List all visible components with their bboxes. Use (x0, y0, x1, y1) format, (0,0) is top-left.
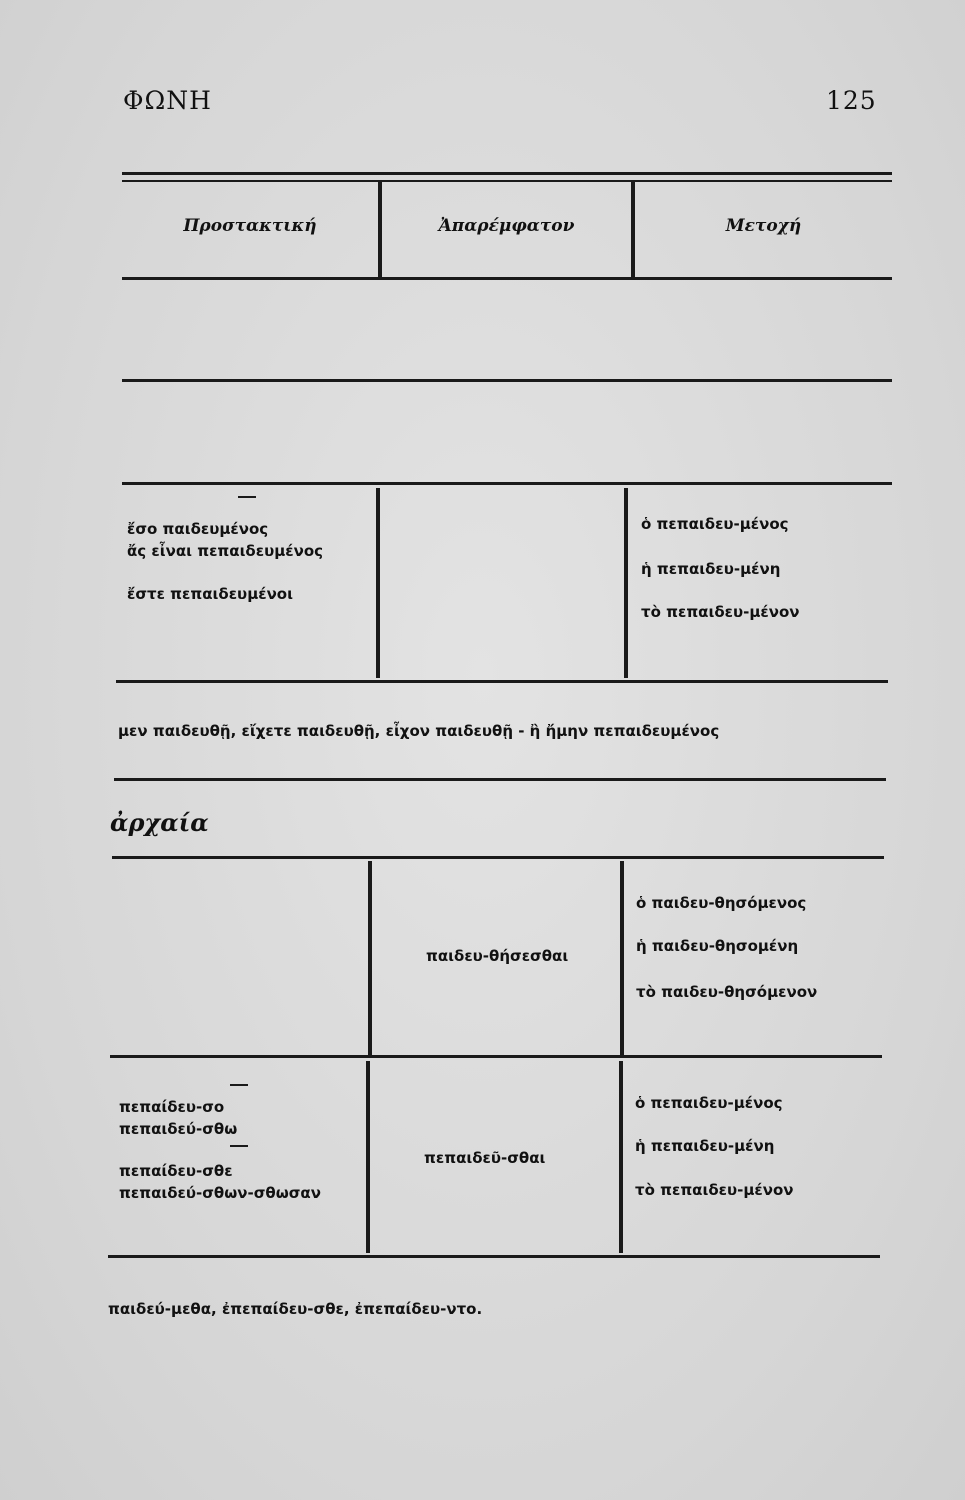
block3-participle-2: ἡ πεπαιδευ-μένη (635, 1137, 775, 1155)
block3-imperative-3: πεπαίδευ-σθε (119, 1162, 233, 1180)
macron-mark (230, 1084, 248, 1086)
block1-imperative-3: ἔστε πεπαιδευμένοι (127, 585, 293, 603)
macron-mark (230, 1145, 248, 1147)
table-top-rule (122, 172, 892, 175)
macron-mark (238, 496, 256, 498)
section-title: ἀρχαία (110, 808, 209, 837)
separator-rule-1 (122, 379, 892, 382)
block2-infinitive: παιδευ-θήσεσθαι (426, 947, 569, 965)
column-header-participle: Μετοχή (725, 216, 802, 236)
table-top-rule-inner (122, 180, 892, 182)
block1-bottom-rule (116, 680, 888, 683)
block3-bottom-rule (108, 1255, 880, 1258)
block2-participle-3: τὸ παιδευ-θησόμενον (636, 983, 818, 1001)
separator-rule-2 (122, 482, 892, 485)
page-title: ΦΩΝΗ (123, 86, 212, 115)
block1-participle-2: ἡ πεπαιδευ-μένη (641, 560, 781, 578)
block3-divider-2 (619, 1061, 623, 1253)
block3-imperative-4: πεπαιδεύ-σθων-σθωσαν (119, 1184, 321, 1202)
middle-rule (114, 778, 886, 781)
block2-participle-2: ἡ παιδευ-θησομένη (636, 937, 799, 955)
block2-participle-1: ὁ παιδευ-θησόμενος (636, 894, 807, 912)
block3-participle-3: τὸ πεπαιδευ-μένον (635, 1181, 794, 1199)
block2-bottom-rule (110, 1055, 882, 1058)
block3-infinitive: πεπαιδεῦ-σθαι (424, 1149, 546, 1167)
block2-top-rule (112, 856, 884, 859)
block3-divider-1 (366, 1061, 370, 1253)
block3-imperative-2: πεπαιδεύ-σθω (119, 1120, 238, 1138)
block1-participle-1: ὁ πεπαιδευ-μένος (641, 515, 789, 533)
block3-participle-1: ὁ πεπαιδευ-μένος (635, 1094, 783, 1112)
block1-imperative-2: ἄς εἶναι πεπαιδευμένος (127, 542, 324, 560)
block1-imperative-1: ἔσο παιδευμένος (127, 520, 269, 538)
block1-participle-3: τὸ πεπαιδευ-μένον (641, 603, 800, 621)
block1-divider-2 (624, 488, 628, 678)
block3-imperative-1: πεπαίδευ-σο (119, 1098, 225, 1116)
page-number: 125 (826, 86, 877, 115)
middle-conjugation-line: μεν παιδευθῇ, εἴχετε παιδευθῇ, εἶχον παιδευθῇ - ἢ ἤμην πεπαιδευμένος (118, 722, 720, 740)
header-bottom-rule (122, 277, 892, 280)
block1-divider-1 (376, 488, 380, 678)
column-header-imperative: Προστακτική (183, 216, 317, 236)
column-header-infinitive: Ἀπαρέμφατον (438, 216, 575, 236)
footer-conjugation-line: παιδεύ-μεθα, ἐπεπαίδευ-σθε, ἐπεπαίδευ-ντο. (108, 1300, 483, 1318)
block2-divider-1 (368, 861, 372, 1055)
block2-divider-2 (620, 861, 624, 1055)
